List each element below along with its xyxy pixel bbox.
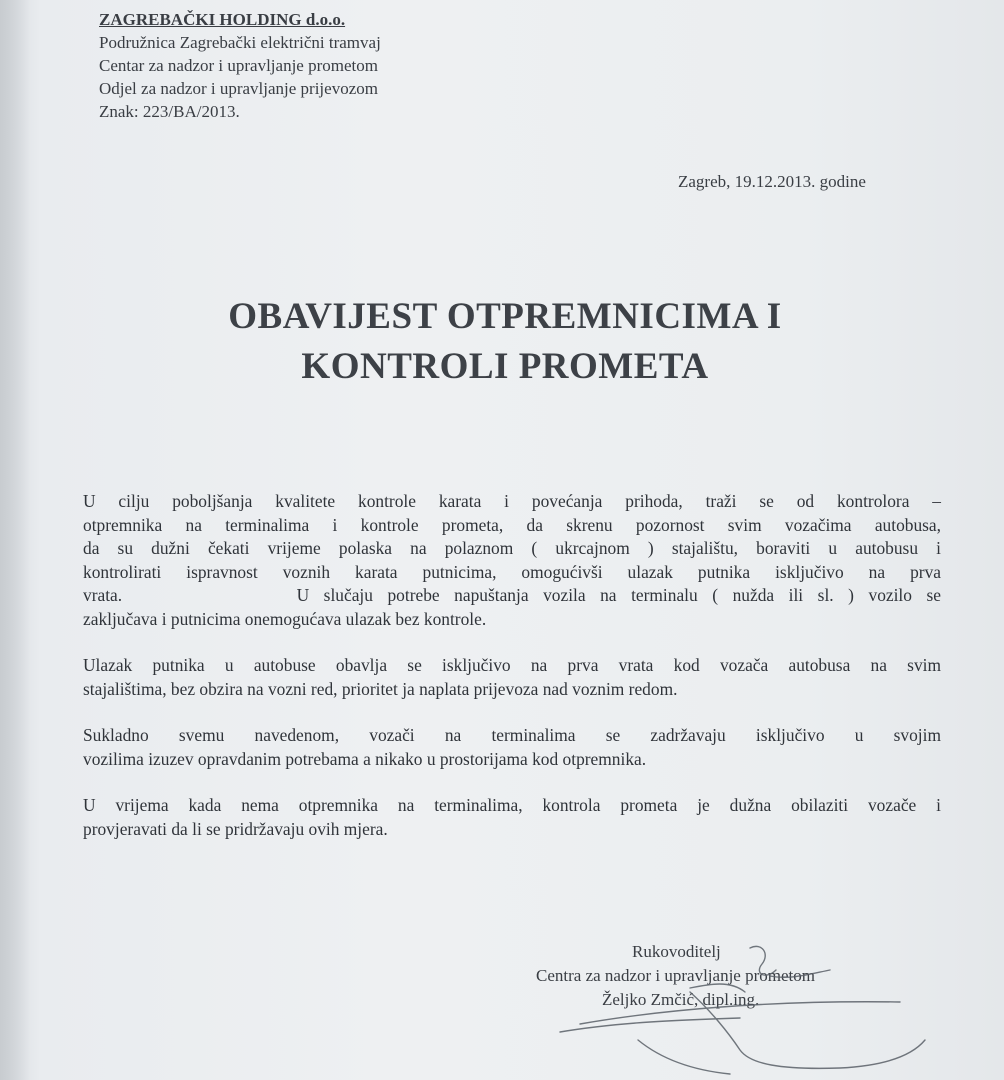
signatory-name: Željko Zmčić, dipl.ing. [602,990,760,1009]
handwritten-signature [540,940,940,1080]
paragraph-1 [83,490,941,631]
company-name: ZAGREBAČKI HOLDING d.o.o. [99,10,346,29]
paragraph-3 [83,724,941,771]
paragraph-line: stajalištima, bez obzira na vozni red, prioritet ja naplata prijevoza nad voznim redom. [83,678,678,699]
letterhead-line-2: Centar za nadzor i upravljanje prometom [99,56,378,75]
paragraph-line: da su dužni čekati vrijeme polaska na polaznom ( ukrcajnom ) stajalištu, boraviti u autobusu i [83,538,941,558]
letterhead-line-3: Odjel za nadzor i upravljanje prijevozom [99,79,378,98]
letterhead [99,8,381,123]
paper-shadow [0,0,30,1080]
paragraph-line: zaključava i putnicima onemogućava ulazak bez kontrole. [83,608,487,629]
document-body [83,490,941,864]
signatory-unit: Centra za nadzor i upravljanje prometom [536,966,815,985]
title-line-2: KONTROLI PROMETA [301,346,709,387]
title-line-1: OBAVIJEST OTPREMNICIMA I [228,296,782,337]
document-date: Zagreb, 19.12.2013. godine [678,172,866,191]
paragraph-line: vrata. U slučaju potrebe napuštanja vozila na terminalu ( nužda ili sl. ) vozilo se [83,585,941,605]
paragraph-2 [83,654,941,701]
signatory-role: Rukovoditelj [632,942,721,961]
paragraph-4 [83,794,941,841]
paragraph-line: kontrolirati ispravnost voznih karata putnicima, omogućivši ulazak putnika isključivo na prva [83,561,941,582]
paragraph-line: vozilima izuzev opravdanim potrebama a nikako u prostorijama kod otpremnika. [83,748,647,769]
paragraph-line: provjeravati da li se pridržavaju ovih mjera. [83,818,388,839]
paragraph-line: Sukladno svemu navedenom, vozači na terminalima se zadržavaju isključivo u svojim [83,725,941,745]
document-title [100,292,910,392]
letterhead-line-1: Podružnica Zagrebački električni tramvaj [99,33,381,52]
paragraph-line: U vrijema kada nema otpremnika na terminalima, kontrola prometa je dužna obilaziti vozače i [83,795,941,815]
paragraph-line: Ulazak putnika u autobuse obavlja se isključivo na prva vrata kod vozača autobusa na svim [83,655,941,675]
reference-number: Znak: 223/BA/2013. [99,102,240,121]
paragraph-line: otpremnika na terminalima i kontrole prometa, da skrenu pozornost svim vozačima autobusa, [83,514,941,535]
paragraph-line: U cilju poboljšanja kvalitete kontrole karata i povećanja prihoda, traži se od kontrolora – [83,491,941,511]
